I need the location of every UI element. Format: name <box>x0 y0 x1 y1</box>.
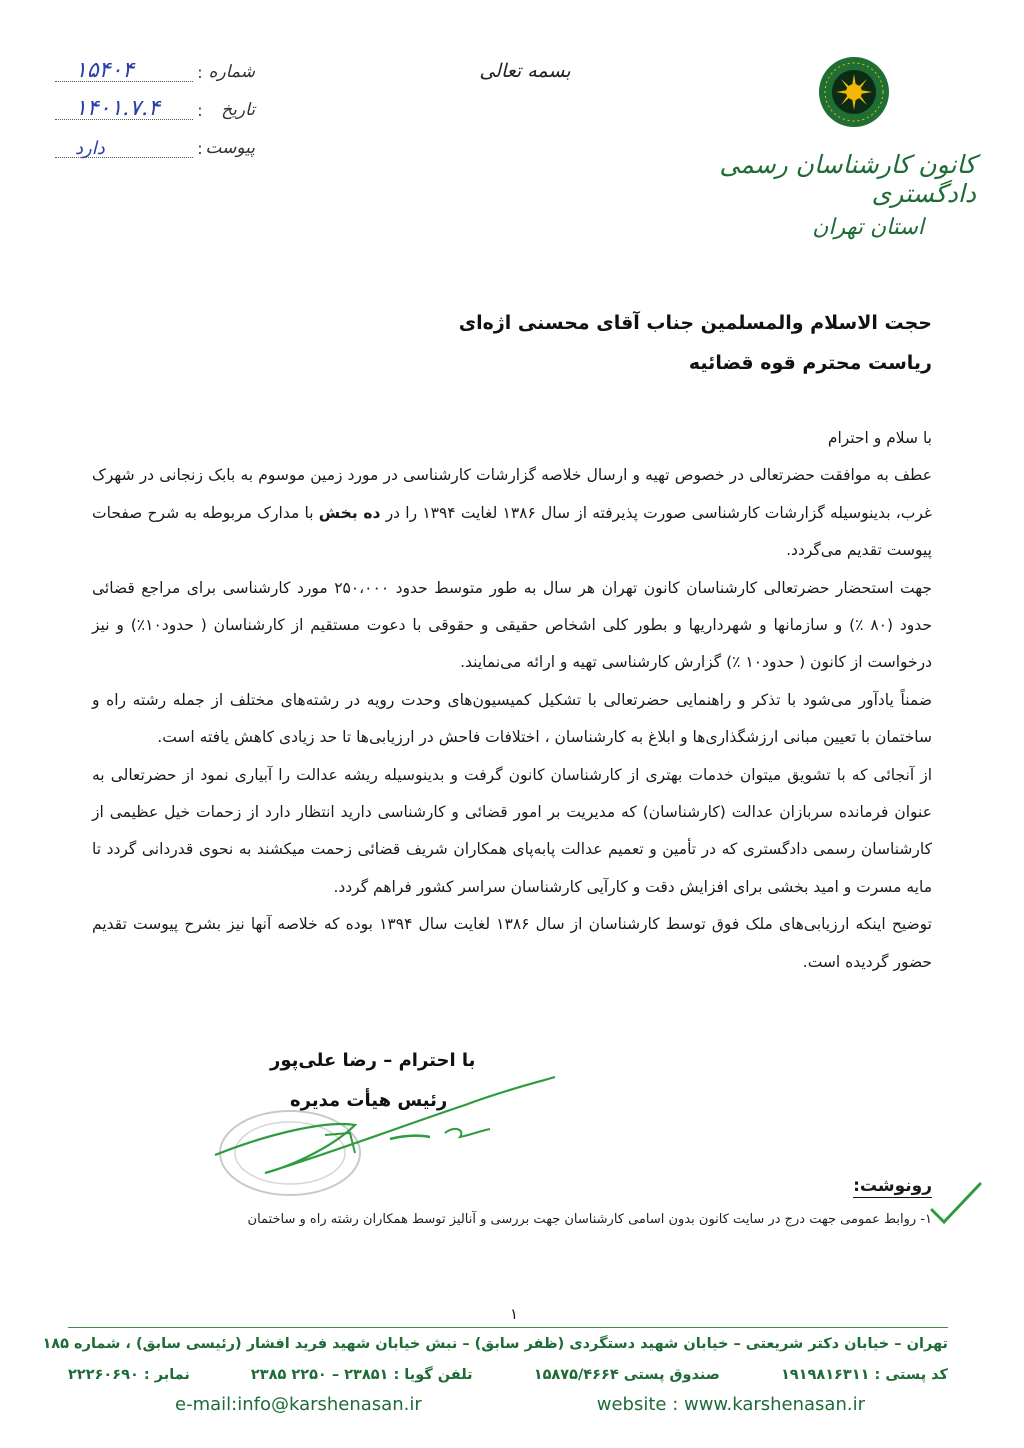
letter-body <box>92 420 932 981</box>
footer-fax: نمابر : ۲۲۲۶۰۶۹۰ <box>68 1367 190 1383</box>
letter-number-row: شماره : ۱۵۴۰۴ <box>55 52 255 82</box>
attachment-label: پیوست <box>205 138 255 158</box>
handwritten-signature <box>205 1065 585 1185</box>
footer-email[interactable]: e-mail:info@karshenasan.ir <box>175 1394 422 1415</box>
footer-postal-code: کد پستی : ۱۹۱۹۸۱۶۳۱۱ <box>780 1367 948 1383</box>
highlight-ten-parts: ده بخش <box>318 503 381 522</box>
footer-phone: تلفن گویا : ۲۳۸۵۱ – ۲۲۵۰ ۲۳۸۵ <box>250 1367 473 1383</box>
organization-logo <box>818 56 890 128</box>
cc-heading: رونوشت: <box>853 1176 932 1196</box>
date-label: تاریخ <box>221 100 255 120</box>
letter-date-row: تاریخ : ۱۴۰۱.۷.۴ <box>55 90 255 120</box>
footer-divider <box>68 1327 948 1328</box>
paragraph-3: ضمناً یادآور می‌شود با تذکر و راهنمایی حضرتعالی با تشکیل کمیسیون‌های وحدت رویه در رشته‌های مختلف از جمله رشته راه و ساختمان با تعیین مبانی ارزشگذاری‌ها و ابلاغ به کارشناسان ، اختلافات فاحش در ارزیابی‌ها تا حد زیادی کاهش یافته است. <box>92 690 932 747</box>
bismillah-heading: بسمه تعالی <box>479 60 571 82</box>
footer-po-box: صندوق پستی ۱۵۸۷۵/۴۶۶۴ <box>533 1367 720 1383</box>
paragraph-5: توضیح اینکه ارزیابی‌های ملک فوق توسط کارشناسان از سال ۱۳۸۶ لغایت سال ۱۳۹۴ بوده که خلاصه آنها نیز بشرح پیوست تقدیم حضور گردیده است. <box>92 915 932 971</box>
footer-website[interactable]: website : www.karshenasan.ir <box>596 1394 865 1415</box>
page-number: ۱ <box>509 1305 519 1323</box>
footer-web <box>175 1394 865 1415</box>
signature-name: با احترام – رضا علی‌پور <box>270 1050 476 1071</box>
attachment-row: پیوست : دارد <box>55 128 255 158</box>
cc-item: ۱- روابط عمومی جهت درج در سایت کانون بدون اسامی کارشناسان جهت بررسی و آنالیز توسط همکاران رشته راه و ساختمان <box>247 1212 932 1227</box>
number-label: شماره <box>208 62 255 82</box>
paragraph-1: عطف به موافقت حضرتعالی در خصوص تهیه و ارسال خلاصه گزارشات کارشناسی در مورد زمین موسوم به بابک زنجانی در شهرک غرب، بدینوسیله گزارشات کارشناسی صورت پذیرفته از سال ۱۳۸۶ لغایت ۱۳۹۴ را در ده بخش با مدارک مربوطه به شرح صفحات پیوست تقدیم می‌گردد. <box>92 466 932 560</box>
footer-address: تهران – خیابان دکتر شریعتی – خیابان شهید دستگردی (ظفر سابق) – نبش خیابان شهید فرید افشار (رئیسی سابق) ، شماره ۱۸۵ <box>42 1336 948 1352</box>
greeting: با سلام و احترام <box>827 429 932 447</box>
organization-province: استان تهران <box>812 215 924 240</box>
letter-number: ۱۵۴۰۴ <box>75 58 135 83</box>
addressee-name: حجت الاسلام والمسلمین جناب آقای محسنی اژه‌ای <box>458 312 932 334</box>
attachment-value: دارد <box>75 138 105 159</box>
signature-title: رئیس هیأت مدیره <box>290 1090 448 1111</box>
paragraph-2: جهت استحضار حضرتعالی کارشناسان کانون تهران هر سال به طور متوسط حدود ۲۵۰،۰۰۰ مورد کارشناسی برای مراجع قضائی حدود (۸۰ ٪) و سازمانها و شهرداریها و بطور کلی اشخاص حقیقی و حقوقی با دعوت مستقیم از کارشناسان ( حدود۱۰٪) و نیز درخواست از کانون ( حدود۱۰ ٪) گزارش کارشناسی تهیه و ارائه می‌نمایند. <box>92 578 932 672</box>
paragraph-4: از آنجائی که با تشویق میتوان خدمات بهتری از کارشناسان کانون گرفت و بدینوسیله ریشه عدالت را آبیاری نمود از حضرتعالی به عنوان فرمانده سربازان عدالت (کارشناسان) که مدیریت بر امور قضائی و کارشناسی دارید انتظار دارد از زحمات خیل عظیمی از کارشناسان رسمی دادگستری که در تأمین و تعمیم عدالت پابه‌پای همکاران شریف قضائی زحمت میکشند به نحوی قدردانی گردد تا مایه مسرت و امید بخشی برای افزایش دقت و کارآیی کارشناسان سراسر کشور فراهم گردد. <box>92 765 932 896</box>
organization-name: کانون کارشناسان رسمی دادگستری <box>719 150 976 208</box>
letter-date: ۱۴۰۱.۷.۴ <box>75 96 160 121</box>
checkmark-icon <box>928 1180 984 1226</box>
addressee-title: ریاست محترم قوه قضائیه <box>688 352 932 374</box>
footer-contacts <box>68 1367 948 1383</box>
